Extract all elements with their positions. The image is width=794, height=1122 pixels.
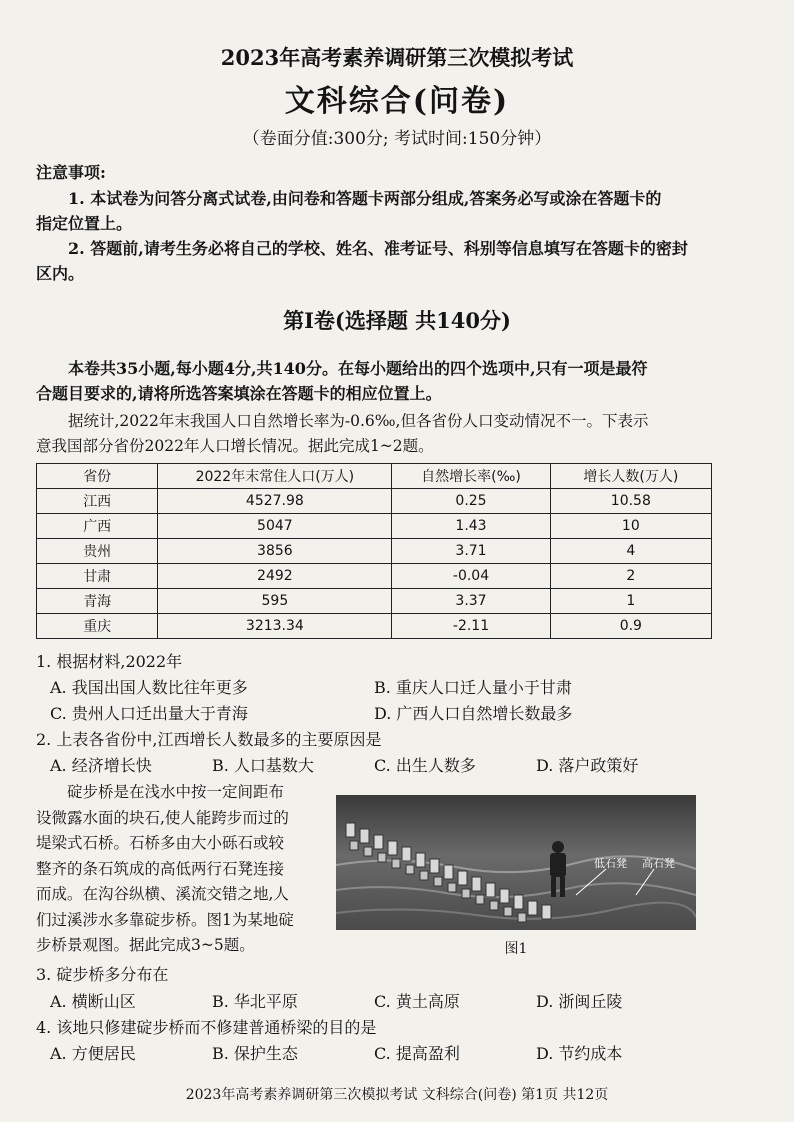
q2-option-d: D. 落户政策好 [536, 756, 639, 775]
table-cell: -0.04 [392, 564, 550, 589]
section-intro-cont: 合题目要求的,请将所选答案填涂在答题卡的相应位置上。 [36, 384, 442, 403]
q1-option-b: B. 重庆人口迁人量小于甘肃 [374, 678, 572, 697]
table-header-row [37, 464, 712, 489]
table-cell: 1 [550, 589, 711, 614]
table-row [37, 539, 712, 564]
population-table [36, 463, 712, 639]
table-cell: 3.71 [392, 539, 550, 564]
notice-item-1: 1. 本试卷为问答分离式试卷,由问卷和答题卡两部分组成,答案务必写或涂在答题卡的 [68, 189, 662, 208]
page-footer: 2023年高考素养调研第三次模拟考试 文科综合(问卷) 第1页 共12页 [185, 1087, 609, 1103]
col-header: 自然增长率(‰) [392, 464, 550, 489]
passage-2-line: 步桥景观图。据此完成3~5题。 [36, 936, 255, 954]
section-intro: 本卷共35小题,每小题4分,共140分。在每小题给出的四个选项中,只有一项是最符 [68, 359, 648, 378]
table-row [37, 564, 712, 589]
q2-option-c: C. 出生人数多 [374, 756, 476, 775]
table-cell: 2 [550, 564, 711, 589]
q2-option-a: A. 经济增长快 [50, 756, 152, 775]
table-cell: -2.11 [392, 614, 550, 639]
col-header: 增长人数(万人) [550, 464, 711, 489]
passage-2-line: 而成。在沟谷纵横、溪流交错之地,人 [36, 885, 289, 903]
table-cell: 1.43 [392, 514, 550, 539]
table-cell: 0.9 [550, 614, 711, 639]
q3-option-b: B. 华北平原 [212, 992, 298, 1011]
subject-title: 文科综合(问卷) [284, 84, 510, 119]
table-cell: 0.25 [392, 489, 550, 514]
notice-item-2: 2. 答题前,请考生务必将自己的学校、姓名、准考证号、科别等信息填写在答题卡的密封 [68, 239, 688, 258]
q3-option-a: A. 横断山区 [50, 992, 136, 1011]
table-cell: 甘肃 [37, 564, 158, 589]
table-cell: 3856 [158, 539, 392, 564]
col-header: 省份 [37, 464, 158, 489]
q4-option-d: D. 节约成本 [536, 1044, 623, 1063]
table-cell: 3.37 [392, 589, 550, 614]
table-cell: 2492 [158, 564, 392, 589]
table-cell: 重庆 [37, 614, 158, 639]
q1-option-c: C. 贵州人口迁出量大于青海 [50, 704, 248, 723]
q3-option-c: C. 黄土高原 [374, 992, 460, 1011]
table-row [37, 514, 712, 539]
table-cell: 10.58 [550, 489, 711, 514]
figure-label-low: 低石凳 [594, 857, 627, 870]
col-header: 2022年末常住人口(万人) [158, 464, 392, 489]
passage-1-cont: 意我国部分省份2022年人口增长情况。据此完成1~2题。 [36, 437, 434, 455]
notice-item-1-cont: 指定位置上。 [36, 214, 133, 233]
exam-title: 2023年高考素养调研第三次模拟考试 [220, 45, 574, 70]
bridge-photo [336, 795, 696, 930]
question-1-stem: 1. 根据材料,2022年 [36, 652, 183, 671]
question-4-stem: 4. 该地只修建碇步桥而不修建普通桥梁的目的是 [36, 1018, 377, 1037]
table-row [37, 589, 712, 614]
q3-option-d: D. 浙闽丘陵 [536, 992, 623, 1011]
q4-option-c: C. 提高盈利 [374, 1044, 460, 1063]
passage-2-line: 设微露水面的块石,使人能跨步而过的 [36, 808, 289, 827]
passage-2-line: 整齐的条石筑成的高低两行石凳连接 [36, 859, 285, 878]
table-cell: 4 [550, 539, 711, 564]
section-title: 第Ⅰ卷(选择题 共140分) [283, 308, 511, 333]
passage-2-line: 们过溪涉水多靠碇步桥。图1为某地碇 [36, 910, 294, 929]
table-cell: 青海 [37, 589, 158, 614]
passage-1: 据统计,2022年末我国人口自然增长率为-0.6‰,但各省份人口变动情况不一。下表示 [68, 412, 649, 430]
stepping-stone-bridge-image [336, 795, 696, 930]
figure-caption: 图1 [504, 941, 528, 957]
table-cell: 4527.98 [158, 489, 392, 514]
passage-2-line: 堤梁式石桥。石桥多由大小砾石或较 [36, 834, 285, 852]
q1-option-d: D. 广西人口自然增长数最多 [374, 704, 573, 723]
q4-option-b: B. 保护生态 [212, 1044, 298, 1063]
q2-option-b: B. 人口基数大 [212, 756, 314, 775]
notice-heading: 注意事项: [36, 163, 106, 182]
table-row [37, 614, 712, 639]
table-cell: 江西 [37, 489, 158, 514]
notice-item-2-cont: 区内。 [36, 264, 85, 283]
question-3-stem: 3. 碇步桥多分布在 [36, 965, 169, 984]
passage-2-line: 碇步桥是在浅水中按一定间距布 [67, 783, 285, 801]
q4-option-a: A. 方便居民 [50, 1044, 136, 1063]
exam-info: （卷面分值:300分; 考试时间:150分钟） [242, 129, 552, 149]
table-cell: 3213.34 [158, 614, 392, 639]
table-cell: 5047 [158, 514, 392, 539]
table-cell: 595 [158, 589, 392, 614]
figure-label-high: 高石凳 [642, 857, 675, 870]
passage-2 [36, 780, 332, 959]
table-cell: 10 [550, 514, 711, 539]
q1-option-a: A. 我国出国人数比往年更多 [50, 678, 248, 697]
table-cell: 广西 [37, 514, 158, 539]
table-row [37, 489, 712, 514]
question-2-stem: 2. 上表各省份中,江西增长人数最多的主要原因是 [36, 730, 382, 749]
table-cell: 贵州 [37, 539, 158, 564]
